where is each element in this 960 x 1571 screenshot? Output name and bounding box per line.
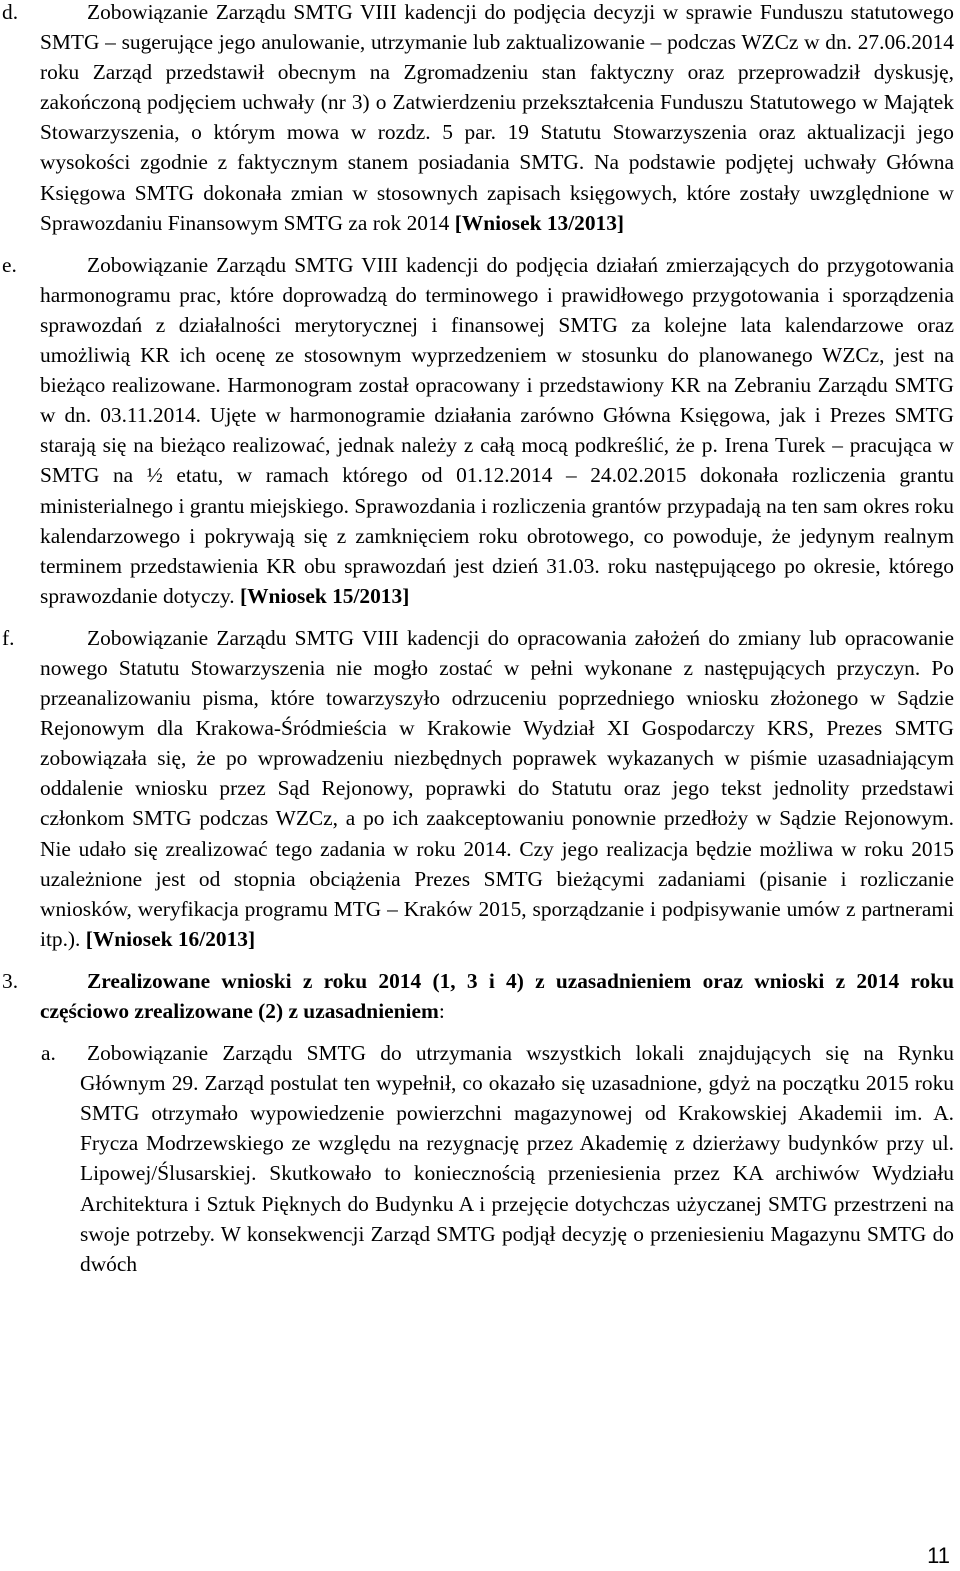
list-item-d-body: Zobowiązanie Zarządu SMTG VIII kadencji do podjęcia decyzji w sprawie Funduszu statutowego SMTG – sugerujące jego anulowanie, utrzymanie lub zaktualizowanie – podczas WZCz w dn. 27.06.2014 roku Zarząd przedstawił obecnym na Zgromadzeniu stan faktyczny oraz przeprowadził dyskusję, zakończoną podjęciem uchwały (nr 3) o Zatwierdzeniu przekształcenia Funduszu Statutowego w Majątek Stowarzyszenia, o którym mowa w rozdz. 5 par. 19 Statutu Stowarzyszenia oraz aktualizacji jego wysokości zgodnie z faktycznym stanem posiadania SMTG. Na podstawie podjętej uchwały Główna Księgowa SMTG dokonała zmian w stosownych zapisach księgowych, które zostały uwzględnione w Sprawozdaniu Finansowym SMTG za rok 2014 <box>40 0 954 235</box>
list-item-f-reference: [Wniosek 16/2013] <box>85 926 256 951</box>
list-item-f-body: Zobowiązanie Zarządu SMTG VIII kadencji do opracowania założeń do zmiany lub opracowanie nowego Statutu Stowarzyszenia nie mogło zostać w pełni wykonane z następujących przyczyn. Po przeanalizowaniu pisma, które towarzyszyło odrzuceniu poprzedniego wniosku złożonego w Sądzie Rejonowym dla Krakowa-Śródmieścia w Krakowie Wydział XI Gospodarczy KRS, Prezes SMTG zobowiązała się, że po wprowadzeniu niezbędnych poprawek wykazanych w piśmie uzasadniającym oddalenie wniosku przez Sąd Rejonowy, poprawki do Statutu oraz jego tekst jednolity przedstawi członkom SMTG podczas WZCz, a po ich zaakceptowaniu ponownie przedłoży w Sądzie Rejonowym. Nie udało się zrealizować tego zadania w roku 2014. Czy jego realizacja będzie możliwa w roku 2015 uzależnione jest od stopnia obciążenia Prezes SMTG bieżącymi zadaniami (pisanie i rozliczanie wniosków, weryfikacja programu MTG – Kraków 2015, sporządzanie i podpisywanie umów z partnerami itp.). <box>40 625 954 951</box>
list-item-d-reference: [Wniosek 13/2013] <box>454 210 625 235</box>
section-3-item-a-body: Zobowiązanie Zarządu SMTG do utrzymania wszystkich lokali znajdujących się na Rynku Głównym 29. Zarząd postulat ten wypełnił, co okazało się uzasadnione, gdyż na początku 2015 roku SMTG otrzymało wypowiedzenie powierzchni magazynowej od Krakowskiej Akademii im. A. Frycza Modrzewskiego ze względu na rezygnację przez Akademię z dzierżawy budynków przy ul. Lipowej/Ślusarskiej. Skutkowało to koniecznością przeniesienia przez KA archiwów Wydziału Architektura i Sztuk Pięknych do Budynku A i przejęcie dotychczas użyczanej SMTG przestrzeni na swoje potrzeby. W konsekwencji Zarząd SMTG podjął decyzję o przeniesieniu Magazynu SMTG do dwóch <box>80 1041 954 1276</box>
section-3-marker: 3. <box>2 968 19 993</box>
list-item-f-text <box>40 623 954 954</box>
section-3-heading <box>0 966 960 1026</box>
list-item-e-text <box>40 250 954 611</box>
section-3-item-a <box>0 1038 960 1279</box>
section-3-marker-a: a. <box>41 1041 56 1066</box>
section-3-heading-text <box>40 966 954 1026</box>
list-item-d <box>0 0 960 238</box>
list-item-e <box>0 250 960 611</box>
section-3-title: Zrealizowane wnioski z roku 2014 (1, 3 i 4) z uzasadnieniem oraz wnioski z 2014 roku częściowo zrealizowane (2) z uzasadnieniem <box>40 968 954 1023</box>
section-3-colon: : <box>438 999 445 1023</box>
list-item-e-reference: [Wniosek 15/2013] <box>239 583 410 608</box>
list-item-d-text <box>40 0 954 238</box>
page-number: 11 <box>927 1543 950 1568</box>
list-marker-e: e. <box>2 252 17 277</box>
list-marker-d: d. <box>2 0 19 24</box>
section-3-item-a-text <box>80 1038 954 1279</box>
list-item-e-body: Zobowiązanie Zarządu SMTG VIII kadencji do podjęcia działań zmierzających do przygotowania harmonogramu prac, które doprowadzą do terminowego i prawidłowego przygotowania i sporządzenia sprawozdań z działalności merytorycznej i finansowej SMTG za kolejne lata kalendarzowe oraz umożliwią KR ich ocenę ze stosownym wyprzedzeniem w stosunku do planowanego WZCz, jest na bieżąco realizowane. Harmonogram został opracowany i przedstawiony KR na Zebraniu Zarządu SMTG w dn. 03.11.2014. Ujęte w harmonogramie działania zarówno Główna Księgowa, jak i Prezes SMTG starają się na bieżąco realizować, jednak należy z całą mocą podkreślić, że p. Irena Turek – pracująca w SMTG na ½ etatu, w ramach którego od 01.12.2014 – 24.02.2015 dokonała rozliczenia grantu ministerialnego i grantu miejskiego. Sprawozdania i rozliczenia grantów przypadają na ten sam okres roku kalendarzowego i pokrywają się z zamknięciem roku obrotowego, co powoduje, że jedynym realnym terminem przedstawienia KR obu sprawozdań jest dzień 31.03. roku następującego po okresie, którego sprawozdanie dotyczy. <box>40 252 954 608</box>
list-marker-f: f. <box>2 625 15 650</box>
list-item-f <box>0 623 960 954</box>
